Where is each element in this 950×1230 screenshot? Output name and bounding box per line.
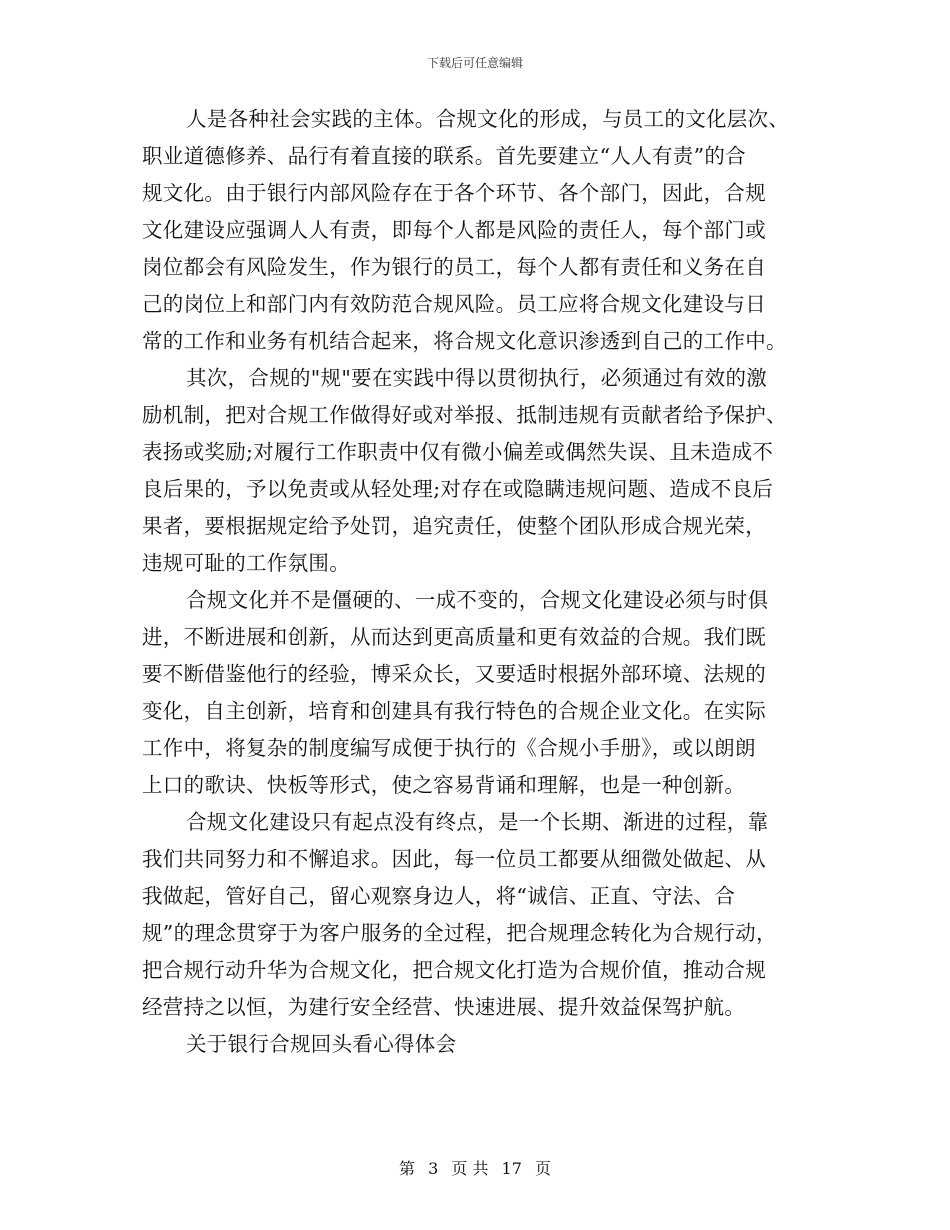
text-line: 职业道德修养、品行有着直接的联系。首先要建立“人人有责”的合 — [142, 144, 746, 168]
text-line: 合规文化建设只有起点没有终点，是一个长期、渐进的过程，靠 — [186, 810, 769, 834]
document-body — [142, 101, 802, 1063]
text-line: 要不断借鉴他行的经验，博采众长，又要适时根据外部环境、法规的 — [142, 662, 766, 686]
footer-suffix: 页 — [535, 1159, 552, 1178]
text-line: 表扬或奖励;对履行工作职责中仅有微小偏差或偶然失误、且未造成不 — [142, 440, 774, 464]
footer-page-number: 3 — [428, 1159, 439, 1178]
text-line: 己的岗位上和部门内有效防范合规风险。员工应将合规文化建设与日 — [142, 292, 766, 316]
text-line: 其次，合规的"规"要在实践中得以贯彻执行，必须通过有效的激 — [186, 366, 768, 390]
text-line: 我做起，管好自己，留心观察身边人，将“诚信、正直、守法、合 — [142, 884, 736, 908]
text-line: 把合规行动升华为合规文化，把合规文化打造为合规价值，推动合规 — [142, 958, 766, 982]
footer-total-pages: 17 — [501, 1159, 522, 1178]
text-line: 我们共同努力和不懈追求。因此，每一位员工都要从细微处做起、从 — [142, 847, 766, 871]
page-footer — [0, 1156, 950, 1179]
text-line: 工作中，将复杂的制度编写成便于执行的《合规小手册》，或以朗朗 — [142, 736, 756, 760]
text-line: 上口的歌诀、快板等形式，使之容易背诵和理解，也是一种创新。 — [142, 773, 746, 797]
page-header: 下载后可任意编辑 — [426, 56, 523, 70]
text-line: 人是各种社会实践的主体。合规文化的形成，与员工的文化层次、 — [186, 107, 790, 131]
text-line: 励机制，把对合规工作做得好或对举报、抵制违规有贡献者给予保护、 — [142, 403, 787, 427]
text-line: 变化，自主创新，培育和创建具有我行特色的合规企业文化。在实际 — [142, 699, 766, 723]
text-line: 文化建设应强调人人有责，即每个人都是风险的责任人，每个部门或 — [142, 218, 766, 242]
footer-middle: 页 共 — [451, 1159, 489, 1178]
text-line: 规”的理念贯穿于为客户服务的全过程，把合规理念转化为合规行动， — [142, 921, 777, 945]
text-line: 进，不断进展和创新，从而达到更高质量和更有效益的合规。我们既 — [142, 625, 766, 649]
text-line: 良后果的，予以免责或从轻处理;对存在或隐瞒违规问题、造成不良后 — [142, 477, 774, 501]
text-line: 岗位都会有风险发生，作为银行的员工，每个人都有责任和义务在自 — [142, 255, 766, 279]
text-line: 常的工作和业务有机结合起来，将合规文化意识渗透到自己的工作中。 — [142, 329, 787, 353]
text-line: 关于银行合规回头看心得体会 — [186, 1032, 457, 1056]
text-line: 果者，要根据规定给予处罚，追究责任，使整个团队形成合规光荣， — [142, 514, 766, 538]
text-line: 经营持之以恒，为建行安全经营、快速进展、提升效益保驾护航。 — [142, 995, 746, 1019]
text-line: 违规可耻的工作氛围。 — [142, 551, 350, 575]
footer-prefix: 第 — [398, 1159, 415, 1178]
text-line: 合规文化并不是僵硬的、一成不变的，合规文化建设必须与时俱 — [186, 588, 769, 612]
text-line: 规文化。由于银行内部风险存在于各个环节、各个部门，因此，合规 — [142, 181, 766, 205]
